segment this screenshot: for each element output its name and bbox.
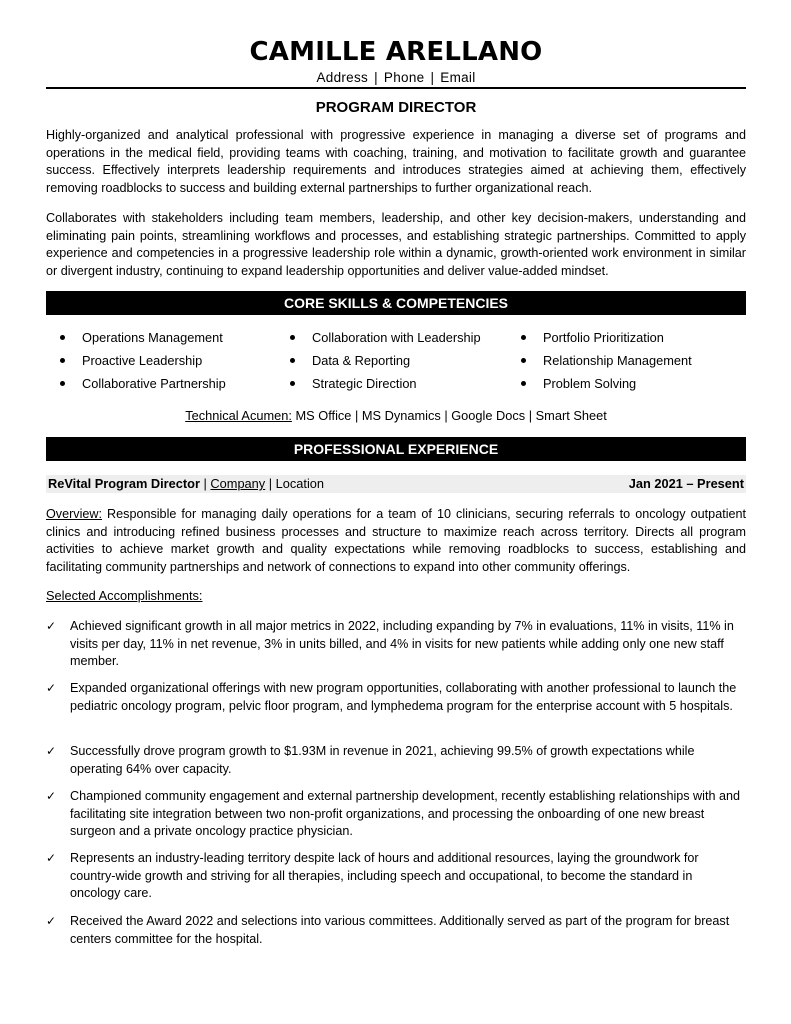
bullet-icon <box>60 358 65 363</box>
overview-label: Overview: <box>46 507 102 521</box>
role-location: Location <box>275 476 325 491</box>
skill-item <box>60 376 226 399</box>
skill-label: Strategic Direction <box>312 376 417 391</box>
bullet-icon <box>290 358 295 363</box>
bullet-icon <box>60 335 65 340</box>
accomplishment-text: Championed community engagement and external partnership development, recently establishing relationships with and facilitating site integration between two non-profit organizations, and processing the onboarding of one new breast surgeon and a private oncology practice physician. <box>70 789 740 839</box>
bullet-icon <box>521 381 526 386</box>
checkmark-icon: ✓ <box>46 619 57 633</box>
role-dates: Jan 2021 – Present <box>628 476 744 491</box>
technical-acumen-value: MS Office | MS Dynamics | Google Docs | Smart Sheet <box>295 408 607 423</box>
role-title: ReVital Program Director <box>48 476 200 491</box>
role-separator: | <box>268 476 273 491</box>
bullet-icon <box>521 358 526 363</box>
skill-item <box>60 353 226 376</box>
bullet-icon <box>521 335 526 340</box>
experience-section-heading: PROFESSIONAL EXPERIENCE <box>46 437 746 461</box>
accomplishment-text: Expanded organizational offerings with new program opportunities, collaborating with another professional to launch the pediatric oncology program, pelvic floor program, and lymphedema program for the enterprise account with 5 hospitals. <box>70 681 737 713</box>
skill-label: Collaboration with Leadership <box>312 330 481 345</box>
skill-label: Relationship Management <box>543 353 692 368</box>
role-separator: | <box>203 476 207 491</box>
bullet-icon <box>290 381 295 386</box>
contact-email: Email <box>440 70 476 85</box>
checkmark-icon: ✓ <box>46 914 57 928</box>
skills-column-1 <box>60 330 226 399</box>
summary-paragraph-1: Highly-organized and analytical professional with progressive experience in managing a diverse set of programs and operations in the medical field, providing teams with coaching, training, and motivation to facilitate growth and guarantee success. Effectively interprets leadership requirements and introduces strategies aimed at achieving them, effectively removing roadblocks to success and building external partnerships to further organizational reach. <box>46 128 746 195</box>
skills-section-heading: CORE SKILLS & COMPETENCIES <box>46 291 746 315</box>
skill-item <box>521 376 692 399</box>
skill-label: Collaborative Partnership <box>82 376 226 391</box>
contact-line <box>46 70 746 85</box>
checkmark-icon: ✓ <box>46 744 57 758</box>
overview-paragraph <box>46 506 746 576</box>
role-company: Company <box>210 476 266 491</box>
accomplishment-text: Represents an industry-leading territory despite lack of hours and additional resources, laying the groundwork for country-wide growth and striving for all therapies, including speech and occupational, to become the standard in oncology care. <box>70 851 699 901</box>
header-divider <box>46 87 746 89</box>
skill-item <box>521 353 692 376</box>
skill-label: Portfolio Prioritization <box>543 330 664 345</box>
contact-phone: Phone <box>383 70 425 85</box>
summary-paragraph-2: Collaborates with stakeholders including team members, leadership, and other key decision-makers, understanding and eliminating pain points, streamlining workflows and processes, and establishing strategic partnerships. Committed to apply experience and competencies in a progressive leadership role within a dynamic, growth-oriented work environment in similar or divergent industry, continuing to expand leadership opportunities and deliver value-added mindset. <box>46 211 746 278</box>
contact-address: Address <box>316 70 369 85</box>
skill-label: Operations Management <box>82 330 223 345</box>
contact-separator: | <box>430 70 435 85</box>
bullet-icon <box>60 381 65 386</box>
skill-item <box>521 330 692 353</box>
checkmark-icon: ✓ <box>46 789 57 803</box>
technical-acumen <box>46 408 746 423</box>
technical-acumen-label: Technical Acumen: <box>185 408 292 423</box>
bullet-icon <box>290 335 295 340</box>
checkmark-icon: ✓ <box>46 681 57 695</box>
role-info <box>48 475 324 493</box>
accomplishment-text: Received the Award 2022 and selections into various committees. Additionally served as part of the program for breast centers committee for the hospital. <box>70 914 730 946</box>
job-title: PROGRAM DIRECTOR <box>315 99 477 116</box>
skills-column-2 <box>290 330 481 399</box>
skill-item <box>290 330 481 353</box>
checkmark-icon: ✓ <box>46 851 57 865</box>
skill-item <box>60 330 226 353</box>
skill-label: Data & Reporting <box>312 353 411 368</box>
skills-column-3 <box>521 330 692 399</box>
skill-item <box>290 376 481 399</box>
accomplishment-text: Successfully drove program growth to $1.93M in revenue in 2021, achieving 99.5% of growth expectations while operating 64% over capacity. <box>70 744 695 776</box>
skills-list <box>46 330 746 400</box>
contact-separator: | <box>374 70 378 85</box>
skill-item <box>290 353 481 376</box>
role-header <box>46 475 746 493</box>
accomplishment-text: Achieved significant growth in all major metrics in 2022, including expanding by 7% in evaluations, 11% in visits, 11% in visits per day, 11% in net revenue, 3% in units billed, and 4% in visits for new patients while adding only one new staff member. <box>70 619 734 669</box>
skill-label: Problem Solving <box>543 376 637 391</box>
accomplishments-heading: Selected Accomplishments: <box>46 588 203 603</box>
overview-text: Responsible for managing daily operations for a team of 10 clinicians, securing referrals to oncology outpatient clinics and introducing refined business processes and structure to maximize reach across territory. Directs all program activities to achieve market growth and quality expectations while removing roadblocks to success, establishing and facilitating community partnerships and network of connections to expand into other community offerings. <box>46 507 746 574</box>
candidate-name: CAMILLE ARELLANO <box>249 37 543 67</box>
skill-label: Proactive Leadership <box>82 353 203 368</box>
